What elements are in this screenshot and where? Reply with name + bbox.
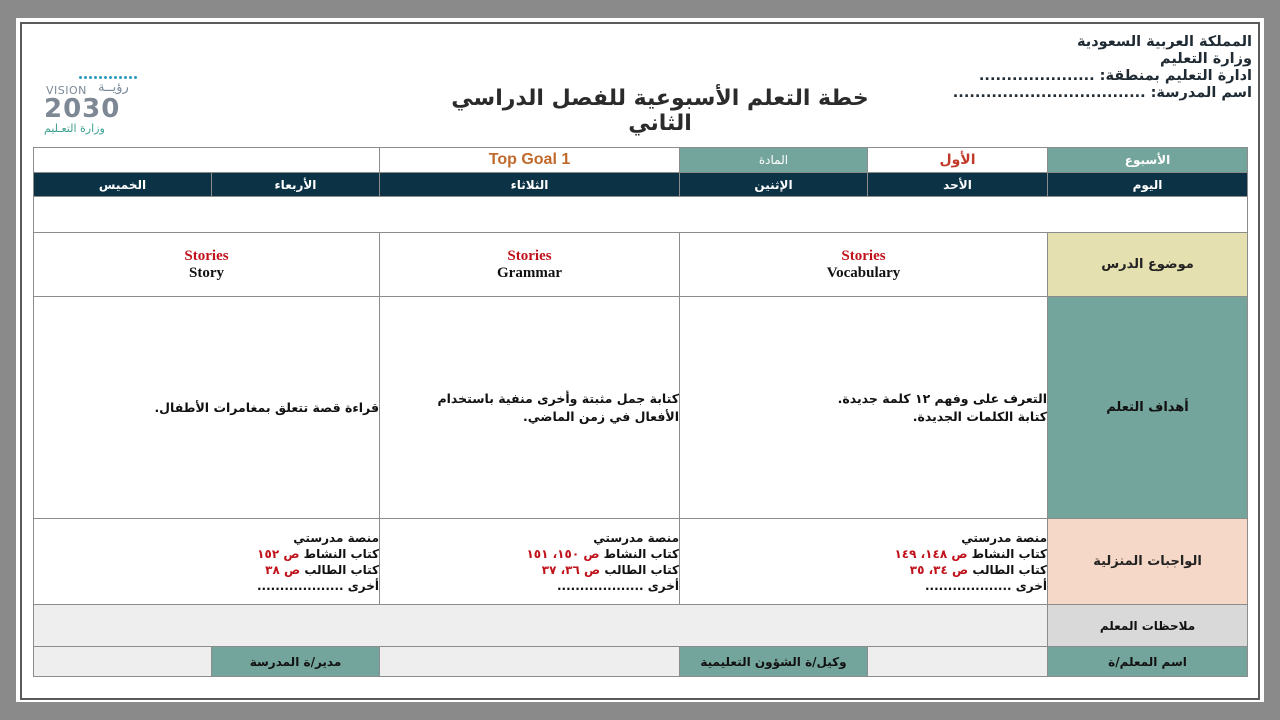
notes-field[interactable] (34, 605, 1048, 647)
hw-activity-label: كتاب النشاط (971, 546, 1047, 561)
teacher-label: اسم المعلم/ة (1048, 647, 1248, 677)
objectives-row (34, 297, 1248, 519)
day-sunday: الأحد (868, 173, 1048, 197)
hw-activity-label: كتاب النشاط (303, 546, 379, 561)
hw-student-label: كتاب الطالب (972, 562, 1047, 577)
day-wednesday: الأربعاء (212, 173, 380, 197)
hw-platform: منصة مدرستي (293, 530, 379, 545)
topic-cell-3 (34, 233, 380, 297)
subject-value: Top Goal 1 (380, 148, 680, 173)
principal-name-field[interactable] (34, 647, 212, 677)
weekly-plan-table (33, 147, 1248, 677)
topic-label: موضوع الدرس (1048, 233, 1248, 297)
subject-label: المادة (680, 148, 868, 173)
hw-activity-book (380, 546, 679, 562)
logo-vision-ar: رؤيــة (98, 80, 129, 95)
topic-skill: Story (189, 264, 224, 281)
hw-activity-pages: ص ١٥٠، ١٥١ (526, 546, 600, 561)
hw-student-label: كتاب الطالب (604, 562, 679, 577)
objective-line: التعرف على وفهم ١٢ كلمة جديدة. (837, 390, 1047, 406)
objectives-cell-1 (680, 297, 1048, 519)
hw-other: أخرى ................... (556, 578, 679, 593)
topic-cell-2 (380, 233, 680, 297)
objectives-cell-3 (34, 297, 380, 519)
topic-cell-1 (680, 233, 1048, 297)
kingdom-name: المملكة العربية السعودية (1077, 34, 1252, 50)
homework-cell-3 (34, 519, 380, 605)
spacer-cell (34, 197, 1248, 233)
hw-activity-book (34, 546, 379, 562)
ministry-name: وزارة التعليم (1159, 51, 1252, 67)
hw-other: أخرى ................... (924, 578, 1047, 593)
objective-line: قراءة قصة تتعلق بمغامرات الأطفال. (154, 399, 379, 415)
days-row (34, 173, 1248, 197)
region-field: ادارة التعليم بمنطقة: ..................... (978, 68, 1252, 84)
page-title: خطة التعلم الأسبوعية للفصل الدراسي الثاني (451, 86, 869, 136)
topic-row (34, 233, 1248, 297)
signature-row (34, 647, 1248, 677)
topic-skill: Grammar (497, 264, 562, 281)
topic-unit: Stories (184, 247, 229, 264)
day-thursday: الخميس (34, 173, 212, 197)
day-monday: الإثنين (680, 173, 868, 197)
notes-row (34, 605, 1248, 647)
hw-platform: منصة مدرستي (961, 530, 1047, 545)
school-field: اسم المدرسة: ................................... (952, 85, 1252, 101)
day-tuesday: الثلاثاء (380, 173, 680, 197)
topic-unit: Stories (841, 247, 886, 264)
header-info (953, 34, 1252, 102)
logo-year: 2030 (44, 94, 121, 124)
objective-line: كتابة جمل مثبتة وأخرى منفية باستخدام (437, 390, 679, 406)
objectives-label: أهداف التعلم (1048, 297, 1248, 519)
hw-platform: منصة مدرستي (593, 530, 679, 545)
day-label: اليوم (1048, 173, 1248, 197)
homework-cell-2 (380, 519, 680, 605)
hw-activity-book (680, 546, 1047, 562)
hw-student-pages: ص ٣٨ (265, 562, 301, 577)
vision-2030-logo (44, 64, 174, 136)
notes-label: ملاحظات المعلم (1048, 605, 1248, 647)
week-label: الأسبوع (1048, 148, 1248, 173)
hw-other: أخرى ................... (256, 578, 379, 593)
hw-student-label: كتاب الطالب (304, 562, 379, 577)
homework-label: الواجبات المنزلية (1048, 519, 1248, 605)
hw-student-book (380, 562, 679, 578)
hw-student-pages: ص ٣٦، ٣٧ (541, 562, 601, 577)
hw-student-book (34, 562, 379, 578)
logo-vision-en: VISION (46, 84, 87, 97)
objective-line: الأفعال في زمن الماضي. (523, 408, 679, 424)
principal-label: مدير/ة المدرسة (212, 647, 380, 677)
hw-activity-pages: ص ١٤٨، ١٤٩ (894, 546, 968, 561)
hw-student-book (680, 562, 1047, 578)
objectives-cell-2 (380, 297, 680, 519)
logo-ministry: وزارة التعـليم (44, 122, 105, 135)
meta-row (34, 148, 1248, 173)
deputy-label: وكيل/ة الشؤون التعليمية (680, 647, 868, 677)
hw-student-pages: ص ٣٤، ٣٥ (909, 562, 969, 577)
topic-skill: Vocabulary (826, 264, 901, 281)
deputy-name-field[interactable] (380, 647, 680, 677)
homework-row (34, 519, 1248, 605)
objective-line: كتابة الكلمات الجديدة. (912, 408, 1047, 424)
week-value: الأول (868, 148, 1048, 173)
homework-cell-1 (680, 519, 1048, 605)
hw-activity-pages: ص ١٥٢ (257, 546, 300, 561)
blank-cell (34, 148, 380, 173)
hw-activity-label: كتاب النشاط (603, 546, 679, 561)
teacher-name-field[interactable] (868, 647, 1048, 677)
spacer-row (34, 197, 1248, 233)
topic-unit: Stories (507, 247, 552, 264)
